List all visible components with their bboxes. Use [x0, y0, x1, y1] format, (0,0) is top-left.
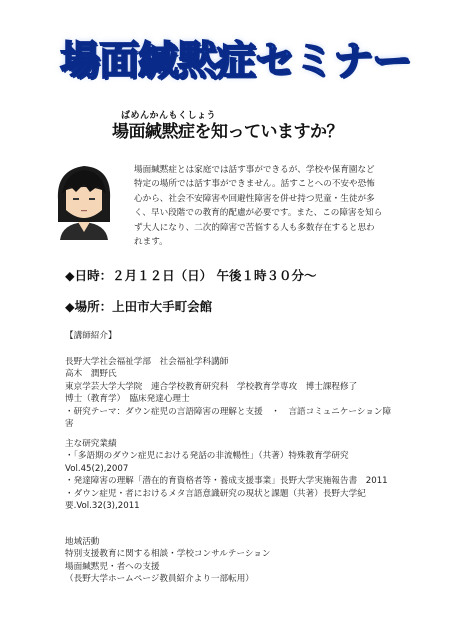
research-heading: 主な研究業績 — [65, 439, 117, 449]
research-line: ・「多語期のダウン症児における発話の非流暢性」（共著）特殊教育学研究 — [65, 451, 349, 462]
lecturer-line: 東京学芸大学大学院 連合学校教育研究科 学校教育学専攻 博士課程修了 — [65, 381, 358, 392]
lecturer-line: ・研究テーマ：ダウン症児の言語障害の理解と支援 ・ 言語コミュニケーション障害 — [65, 406, 392, 430]
research-section — [65, 438, 395, 512]
activity-line: （長野大学ホームページ教員紹介より一部転用） — [65, 574, 254, 585]
activity-section — [65, 536, 395, 586]
avatar-illustration — [52, 160, 116, 240]
lecturer-line: 長野大学社会福祉学部 社会福祉学科講師 — [65, 357, 229, 367]
event-date: ◆日時：２月１２日（日） 午後１時３０分～ — [65, 268, 317, 283]
lecturer-heading: 【講師紹介】 — [65, 331, 117, 341]
intro-line: く、早い段階での教育的配慮が必要です。また、この障害を知ら — [134, 208, 383, 219]
poster-title: 場面緘黙症セミナー — [60, 38, 411, 84]
research-line: ・ダウン症児・者におけるメタ言語意識研究の現状と課題（共著）長野大学紀 — [65, 488, 366, 499]
lecturer-section — [65, 330, 395, 342]
intro-line: ず大人になり、二次的障害で苦悩する人も多数存在すると思わ — [134, 222, 375, 233]
activity-line: 場面緘黙児・者への支援 — [65, 561, 160, 572]
research-line: ・発達障害の理解「潜在的育資格者等・養成支援事業」長野大学実施報告書 2011 — [65, 476, 388, 487]
intro-line: 心から、社会不安障害や回避性障害を併せ持つ児童・生徒が多 — [134, 193, 375, 204]
subtitle-ruby: ばめんかんもくしょう — [121, 111, 217, 121]
poster-subtitle: 場面緘黙症を知っていますか？ — [112, 122, 343, 142]
activity-heading: 地域活動 — [65, 537, 100, 547]
lecturer-line: 博士（教育学） 臨床発達心理士 — [65, 394, 190, 405]
lecturer-line: 高木 潤野氏 — [65, 369, 117, 380]
intro-line: 特定の場所では話す事ができません。話すことへの不安や恐怖 — [134, 179, 375, 190]
event-place: ◆場所：上田市大手町会館 — [65, 299, 213, 314]
research-line: Vol.45(2),2007 — [65, 463, 129, 474]
intro-line: れます。 — [134, 237, 168, 248]
intro-paragraph — [134, 163, 436, 249]
lecturer-details — [65, 356, 395, 430]
research-line: 要.Vol.32(3),2011 — [65, 501, 140, 512]
activity-line: 特別支援教育に関する相談・学校コンサルテーション — [65, 549, 271, 560]
intro-line: 場面緘黙症とは家庭では話す事ができるが、学校や保育園など — [134, 165, 375, 175]
